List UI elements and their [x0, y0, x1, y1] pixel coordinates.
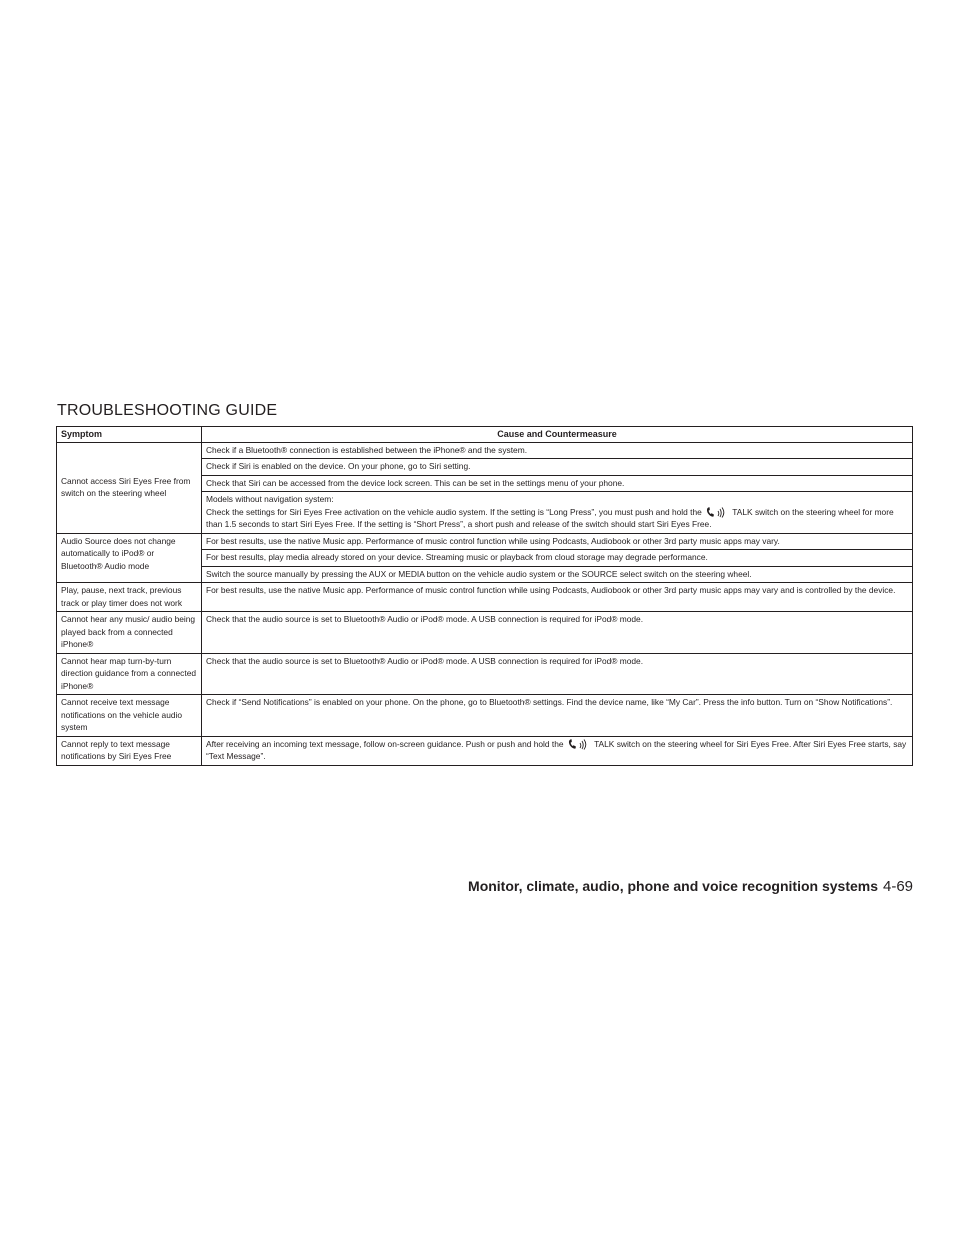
- cause-cell: Check that the audio source is set to Bluetooth® Audio or iPod® mode. A USB connection is required for iPod® mode.: [202, 653, 913, 695]
- table-row: [57, 653, 913, 695]
- table-row: [57, 583, 913, 612]
- symptom-cell: Cannot hear map turn-by-turn direction guidance from a connected iPhone®: [57, 653, 202, 695]
- symptom-cell: Cannot reply to text message notifications by Siri Eyes Free: [57, 736, 202, 765]
- symptom-cell: Cannot hear any music/ audio being played back from a connected iPhone®: [57, 612, 202, 654]
- cause-cell: Check if a Bluetooth® connection is established between the iPhone® and the system.: [202, 442, 913, 459]
- cause-cell: [202, 736, 913, 765]
- cause-cell: Check if “Send Notifications” is enabled on your phone. On the phone, go to Bluetooth® settings. Find the device name, like “My Car”. Press the info button. Turn on “Show Notifications”.: [202, 695, 913, 737]
- table-row: [57, 612, 913, 654]
- cause-text-before-icon: After receiving an incoming text message, follow on-screen guidance. Push or push and hold the: [206, 738, 564, 749]
- cause-cell: Check if Siri is enabled on the device. On your phone, go to Siri setting.: [202, 459, 913, 476]
- cause-cell: For best results, play media already stored on your device. Streaming music or playback from cloud storage may degrade performance.: [202, 550, 913, 567]
- column-header-symptom: Symptom: [57, 427, 202, 443]
- symptom-cell: Audio Source does not change automatically to iPod® or Bluetooth® Audio mode: [57, 533, 202, 583]
- table-row: [57, 442, 913, 459]
- talk-switch-icon: [566, 738, 592, 750]
- table-row: [57, 533, 913, 550]
- cause-text-after-icon: TALK switch on the steering wheel for more than 1.5 seconds to start Siri Eyes Free. If the setting is “Short Press”, a short push and release of the switch should start Siri Eyes Free.: [206, 506, 894, 529]
- table-header-row: [57, 427, 913, 443]
- talk-switch-icon: [704, 506, 730, 518]
- cause-cell: For best results, use the native Music app. Performance of music control function while using Podcasts, Audiobook or other 3rd party music apps may vary and is controlled by the device.: [202, 583, 913, 612]
- cause-heading: Models without navigation system:: [206, 494, 334, 504]
- cause-text-after-icon: TALK switch on the steering wheel for Siri Eyes Free. After Siri Eyes Free starts, say “Text Message”.: [206, 738, 907, 761]
- table-row: [57, 695, 913, 737]
- symptom-cell: Cannot access Siri Eyes Free from switch on the steering wheel: [57, 442, 202, 533]
- cause-cell: Check that Siri can be accessed from the device lock screen. This can be set in the settings menu of your phone.: [202, 475, 913, 492]
- column-header-cause: Cause and Countermeasure: [202, 427, 913, 443]
- troubleshooting-table: [56, 426, 913, 766]
- section-title: TROUBLESHOOTING GUIDE: [57, 402, 278, 419]
- footer-section-title: Monitor, climate, audio, phone and voice recognition systems: [468, 878, 878, 894]
- cause-cell: Check that the audio source is set to Bluetooth® Audio or iPod® mode. A USB connection is required for iPod® mode.: [202, 612, 913, 654]
- symptom-cell: Cannot receive text message notifications on the vehicle audio system: [57, 695, 202, 737]
- symptom-cell: Play, pause, next track, previous track or play timer does not work: [57, 583, 202, 612]
- cause-cell: For best results, use the native Music app. Performance of music control function while using Podcasts, Audiobook or other 3rd party music apps may vary.: [202, 533, 913, 550]
- page-number: 4-69: [883, 878, 914, 895]
- cause-cell: [202, 492, 913, 534]
- table-row: [57, 736, 913, 765]
- cause-text-before-icon: Check the settings for Siri Eyes Free activation on the vehicle audio system. If the setting is “Long Press”, you must push and hold the: [206, 506, 702, 517]
- cause-cell: Switch the source manually by pressing the AUX or MEDIA button on the vehicle audio system or the SOURCE select switch on the steering wheel.: [202, 566, 913, 583]
